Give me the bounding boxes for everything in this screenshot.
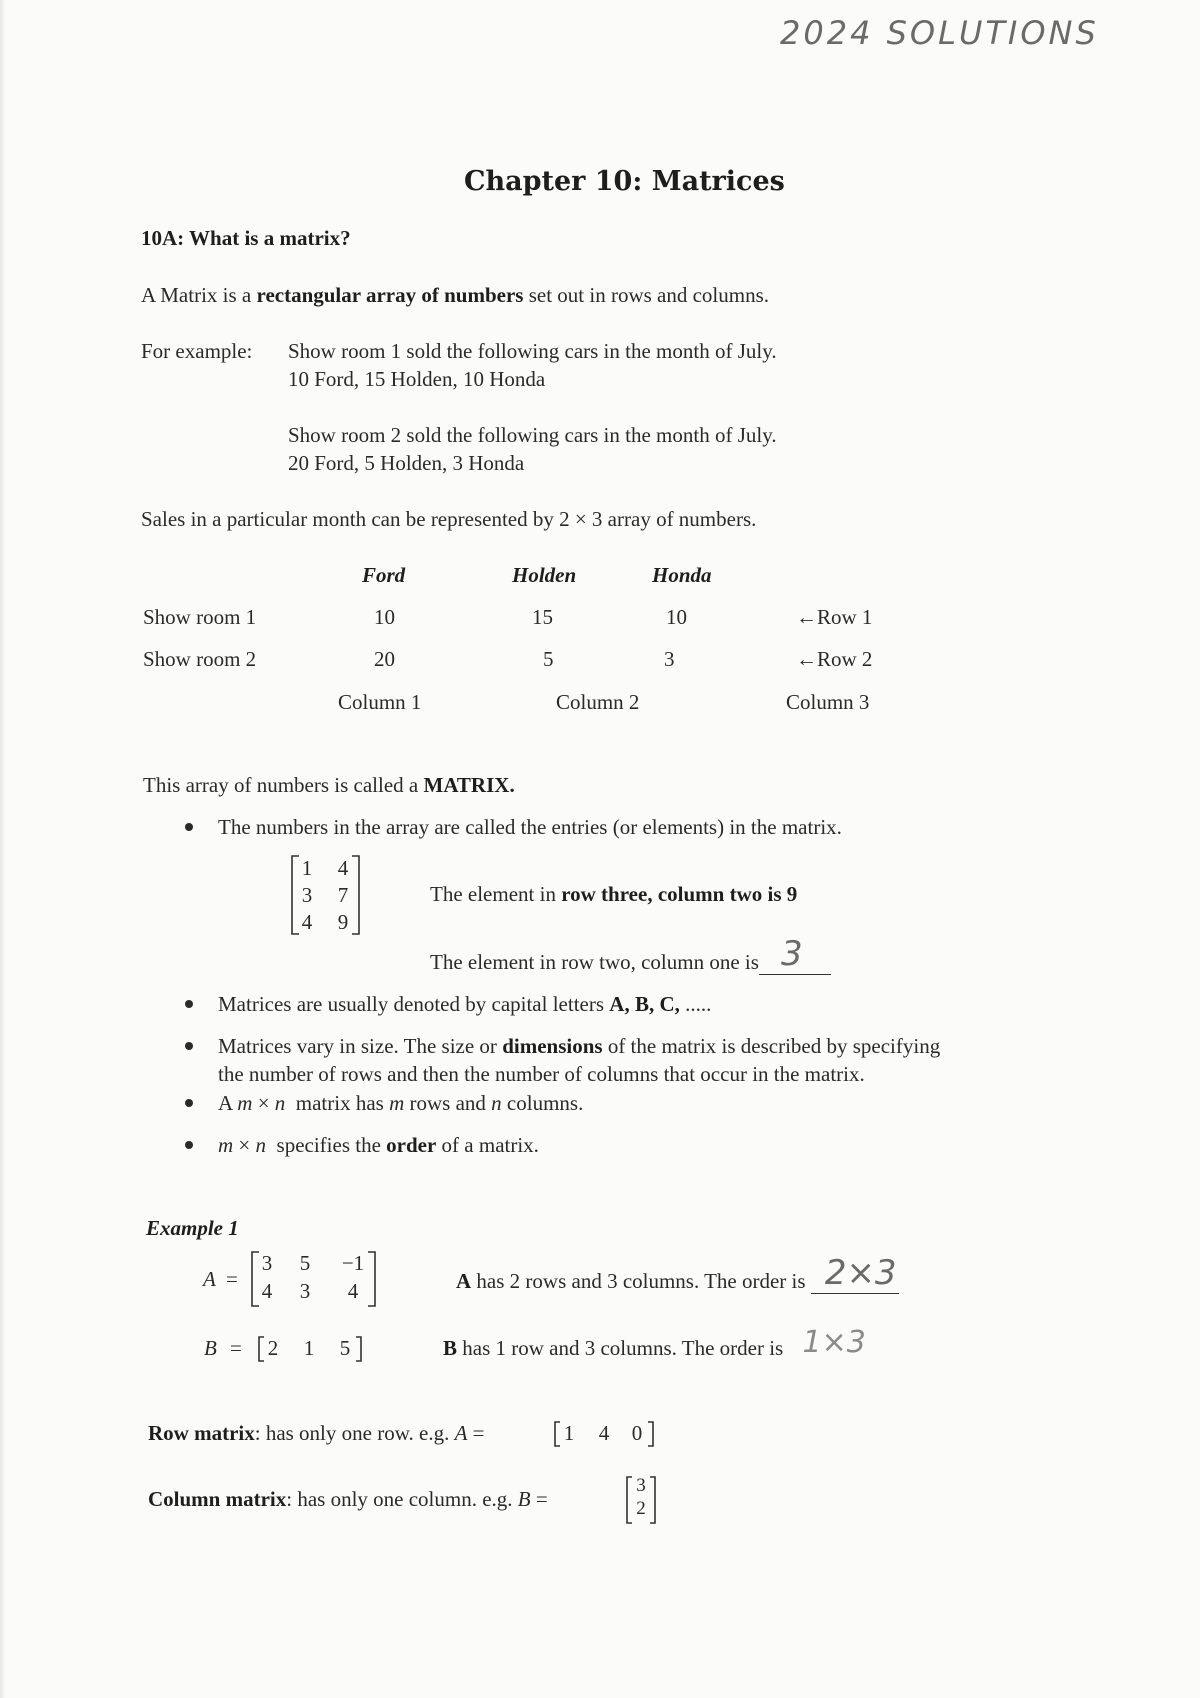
bullet3-bold: dimensions [502, 1034, 603, 1058]
cell-2-1: 20 [374, 647, 395, 671]
A-cell-2-1: 4 [261, 1279, 273, 1303]
room2-line1: Show room 2 sold the following cars in the month of July. [288, 423, 777, 447]
bullet-text-2 [218, 992, 711, 1017]
definition-sentence [141, 283, 769, 308]
b5-rest1: specifies the [266, 1133, 387, 1157]
b5-times: × [233, 1133, 256, 1157]
matrix-A-eq: = [226, 1267, 238, 1291]
A-cell-1-3: −1 [341, 1251, 365, 1275]
column-label-3: Column 3 [786, 690, 870, 714]
column-header-ford: Ford [362, 563, 406, 587]
A-cell-1-1: 3 [261, 1251, 273, 1275]
matrix-B [256, 1334, 364, 1364]
column-matrix-example [624, 1475, 658, 1525]
matrix-cell-3-1: 4 [301, 910, 313, 934]
row-marker-1: ←Row 1 [796, 605, 873, 629]
bullet-text-3 [218, 1034, 940, 1059]
element-statement-prefix: The element in [430, 882, 562, 906]
example1-title: Example 1 [146, 1216, 239, 1240]
b4-rest2: rows and [404, 1091, 492, 1115]
column-matrix-name: B [517, 1487, 531, 1511]
bullet2-bold: A, B, C, [609, 992, 680, 1016]
definition-prefix: A Matrix is a [141, 283, 257, 307]
b4-m2: m [389, 1091, 405, 1115]
bullet3-suffix: of the matrix is described by specifying [602, 1034, 941, 1058]
row-marker-2: ←Row 2 [796, 647, 873, 671]
definition-bold: rectangular array of numbers [256, 283, 524, 307]
A-cell-1-2: 5 [299, 1251, 311, 1275]
handwritten-answer-element: 3 [780, 934, 803, 974]
row-matrix-eq: = [467, 1421, 490, 1445]
column-matrix-text: : has only one column. e.g. [286, 1487, 518, 1511]
room1-line1: Show room 1 sold the following cars in the month of July. [288, 339, 777, 363]
handwritten-header: 2024 SOLUTIONS [780, 14, 1099, 52]
sales-sentence: Sales in a particular month can be represented by 2 × 3 array of numbers. [141, 507, 757, 531]
B-statement-text: has 1 row and 3 columns. The order is [457, 1336, 789, 1360]
element-statement-bold: row three, column two is 9 [561, 882, 798, 906]
B-statement-bold: B [443, 1336, 458, 1360]
bullet-text-5 [218, 1133, 539, 1158]
row-label-1: Show room 1 [143, 605, 257, 629]
A-cell-2-3: 4 [347, 1279, 359, 1303]
row-label-2: Show room 2 [143, 647, 257, 671]
row-matrix-bold: Row matrix [148, 1421, 255, 1445]
bullet-text-3-line2: the number of rows and then the number of columns that occur in the matrix. [218, 1062, 865, 1086]
row-matrix-cell-1: 1 [563, 1421, 575, 1445]
column-matrix-eq: = [530, 1487, 553, 1511]
bullet2-prefix: Matrices are usually denoted by capital letters [218, 992, 610, 1016]
b4-n2: n [491, 1091, 502, 1115]
matrix-A [250, 1250, 378, 1308]
b4-m: m [237, 1091, 253, 1115]
B-cell-2: 1 [303, 1336, 315, 1360]
row-matrix-example [552, 1419, 656, 1449]
b4-rest1: matrix has [285, 1091, 390, 1115]
handwritten-answer-A: 2×3 [824, 1253, 897, 1293]
bullet-dot-1 [185, 823, 193, 831]
matrix-B-name: B [204, 1336, 217, 1360]
bullet-text-4 [218, 1091, 583, 1116]
b5-rest2: of a matrix. [436, 1133, 539, 1157]
cell-1-2: 15 [532, 605, 553, 629]
B-cell-3: 5 [339, 1336, 351, 1360]
A-statement [456, 1253, 899, 1294]
matrix-sentence-prefix: This array of numbers is called a [143, 773, 424, 797]
bullet2-suffix: ..... [679, 992, 712, 1016]
row-matrix-cell-2: 4 [598, 1421, 610, 1445]
matrix-cell-2-2: 7 [337, 883, 349, 907]
bullet-dot-2 [185, 1000, 193, 1008]
B-answer-area [788, 1325, 874, 1361]
bullet-dot-4 [185, 1099, 193, 1107]
matrix-cell-1-2: 4 [337, 856, 349, 880]
row-matrix-cell-3: 0 [631, 1421, 643, 1445]
A-answer-blank [811, 1253, 899, 1294]
bullet-dot-3 [185, 1042, 193, 1050]
cell-1-3: 10 [666, 605, 687, 629]
b4-a: A [218, 1091, 238, 1115]
B-cell-1: 2 [267, 1336, 279, 1360]
matrix-cell-3-2: 9 [337, 910, 349, 934]
column-matrix-bold: Column matrix [148, 1487, 287, 1511]
row-matrix-line [148, 1421, 490, 1446]
row-matrix-name: A [454, 1421, 468, 1445]
bullet-text-1: The numbers in the array are called the entries (or elements) in the matrix. [218, 815, 842, 839]
matrix-sentence [143, 773, 515, 798]
example-label: For example: [141, 339, 253, 363]
handwritten-answer-B: 1×3 [802, 1325, 866, 1360]
b5-m: m [218, 1133, 234, 1157]
matrix-cell-2-1: 3 [301, 883, 313, 907]
bullet3-prefix: Matrices vary in size. The size or [218, 1034, 503, 1058]
matrix-cell-1-1: 1 [301, 856, 313, 880]
column-label-2: Column 2 [556, 690, 640, 714]
definition-suffix: set out in rows and columns. [523, 283, 770, 307]
scan-edge-shadow [0, 0, 6, 1698]
column-matrix-cell-2: 2 [636, 1498, 646, 1519]
b4-n: n [274, 1091, 286, 1115]
room1-line2: 10 Ford, 15 Holden, 10 Honda [288, 367, 546, 391]
column-matrix-cell-1: 3 [636, 1475, 646, 1496]
column-label-1: Column 1 [338, 690, 422, 714]
column-matrix-line [148, 1487, 553, 1512]
row-matrix-text: : has only one row. e.g. [254, 1421, 455, 1445]
answer-blank [759, 934, 831, 975]
b5-bold: order [386, 1133, 437, 1157]
bullet-dot-5 [185, 1141, 193, 1149]
example-matrix-3x2 [290, 854, 362, 936]
column-header-honda: Honda [652, 563, 712, 587]
b4-times: × [252, 1091, 275, 1115]
A-statement-bold: A [456, 1269, 472, 1293]
room2-line2: 20 Ford, 5 Holden, 3 Honda [288, 451, 525, 475]
chapter-title: Chapter 10: Matrices [464, 166, 785, 197]
matrix-B-eq: = [230, 1336, 242, 1360]
matrix-A-name: A [203, 1267, 216, 1291]
b5-n: n [255, 1133, 267, 1157]
section-title: 10A: What is a matrix? [141, 226, 351, 250]
cell-2-2: 5 [543, 647, 554, 671]
element-question [430, 934, 831, 975]
B-statement [443, 1325, 874, 1361]
element-question-text: The element in row two, column one is [430, 950, 759, 974]
A-statement-text: has 2 rows and 3 columns. The order is [471, 1269, 811, 1293]
matrix-sentence-bold: MATRIX. [423, 773, 515, 797]
b4-rest3: columns. [501, 1091, 584, 1115]
A-cell-2-2: 3 [299, 1279, 311, 1303]
column-header-holden: Holden [512, 563, 577, 587]
cell-1-1: 10 [374, 605, 395, 629]
cell-2-3: 3 [664, 647, 675, 671]
element-statement [430, 882, 797, 907]
